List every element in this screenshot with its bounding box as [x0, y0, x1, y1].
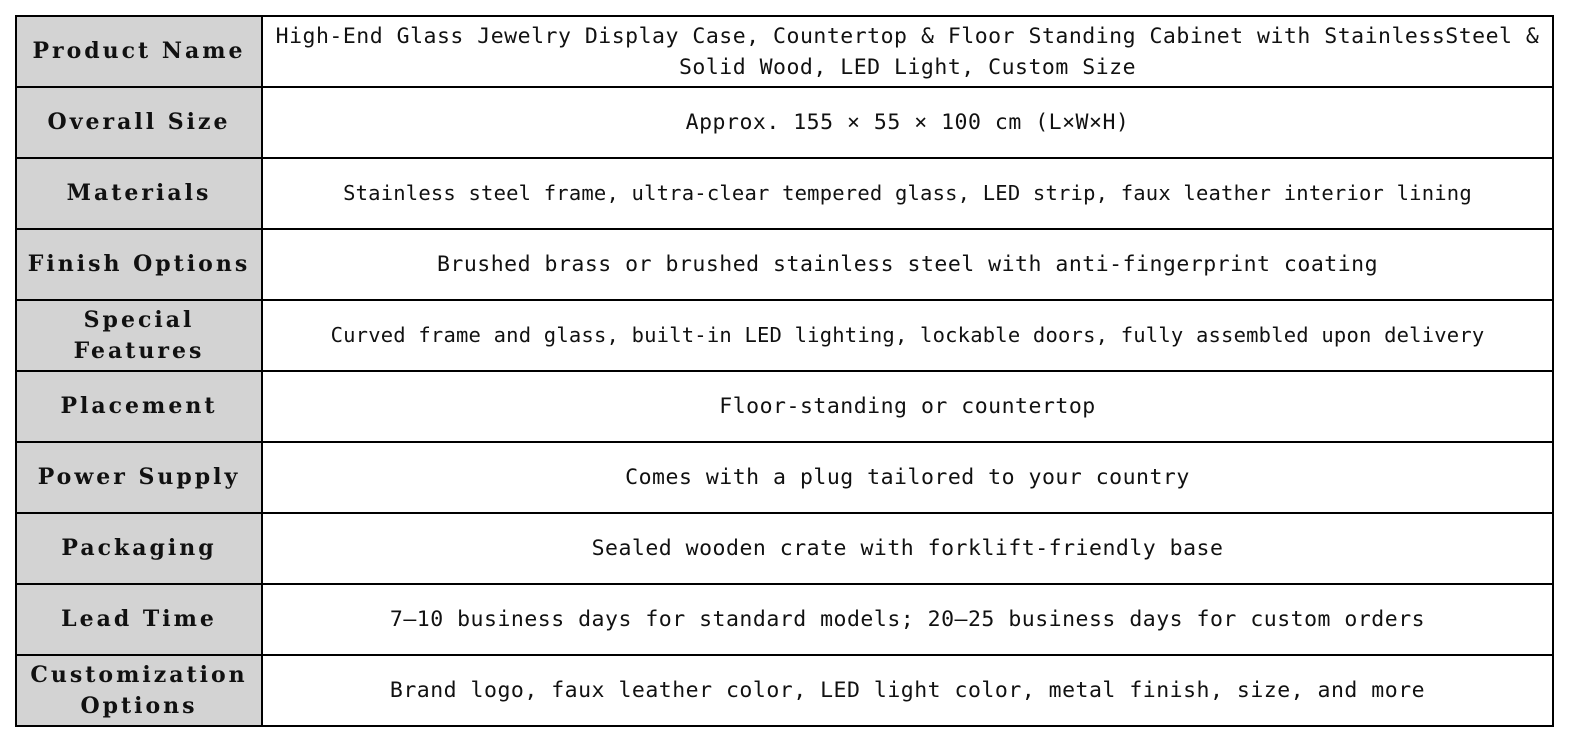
- table-row: [16, 158, 1553, 229]
- table-row: [16, 300, 1553, 371]
- row-value-power-supply: Comes with a plug tailored to your country: [262, 442, 1553, 513]
- row-value-materials: Stainless steel frame, ultra-clear tempered glass, LED strip, faux leather interior lining: [262, 158, 1553, 229]
- table-row: [16, 87, 1553, 158]
- table-row: [16, 442, 1553, 513]
- row-value-packaging: Sealed wooden crate with forklift-friendly base: [262, 513, 1553, 584]
- row-label-special-features: Special Features: [16, 300, 262, 371]
- table-row: [16, 584, 1553, 655]
- row-value-overall-size: Approx. 155 × 55 × 100 cm (L×W×H): [262, 87, 1553, 158]
- row-label-power-supply: Power Supply: [16, 442, 262, 513]
- table-row: [16, 655, 1553, 726]
- row-label-materials: Materials: [16, 158, 262, 229]
- table-row: [16, 229, 1553, 300]
- row-label-placement: Placement: [16, 371, 262, 442]
- row-label-lead-time: Lead Time: [16, 584, 262, 655]
- row-value-placement: Floor-standing or countertop: [262, 371, 1553, 442]
- row-label-product-name: Product Name: [16, 16, 262, 87]
- row-label-packaging: Packaging: [16, 513, 262, 584]
- row-value-finish-options: Brushed brass or brushed stainless steel with anti-fingerprint coating: [262, 229, 1553, 300]
- row-label-overall-size: Overall Size: [16, 87, 262, 158]
- row-value-special-features: Curved frame and glass, built-in LED lighting, lockable doors, fully assembled upon delivery: [262, 300, 1553, 371]
- row-value-customization-options: Brand logo, faux leather color, LED light color, metal finish, size, and more: [262, 655, 1553, 726]
- table-row: [16, 513, 1553, 584]
- table-row: [16, 16, 1553, 87]
- row-label-customization-options: Customization Options: [16, 655, 262, 726]
- row-value-lead-time: 7–10 business days for standard models; 20–25 business days for custom orders: [262, 584, 1553, 655]
- table-row: [16, 371, 1553, 442]
- row-label-finish-options: Finish Options: [16, 229, 262, 300]
- spec-table: [15, 15, 1554, 727]
- row-value-product-name: High-End Glass Jewelry Display Case, Countertop & Floor Standing Cabinet with StainlessSteel & Solid Wood, LED Light, Custom Size: [262, 16, 1553, 87]
